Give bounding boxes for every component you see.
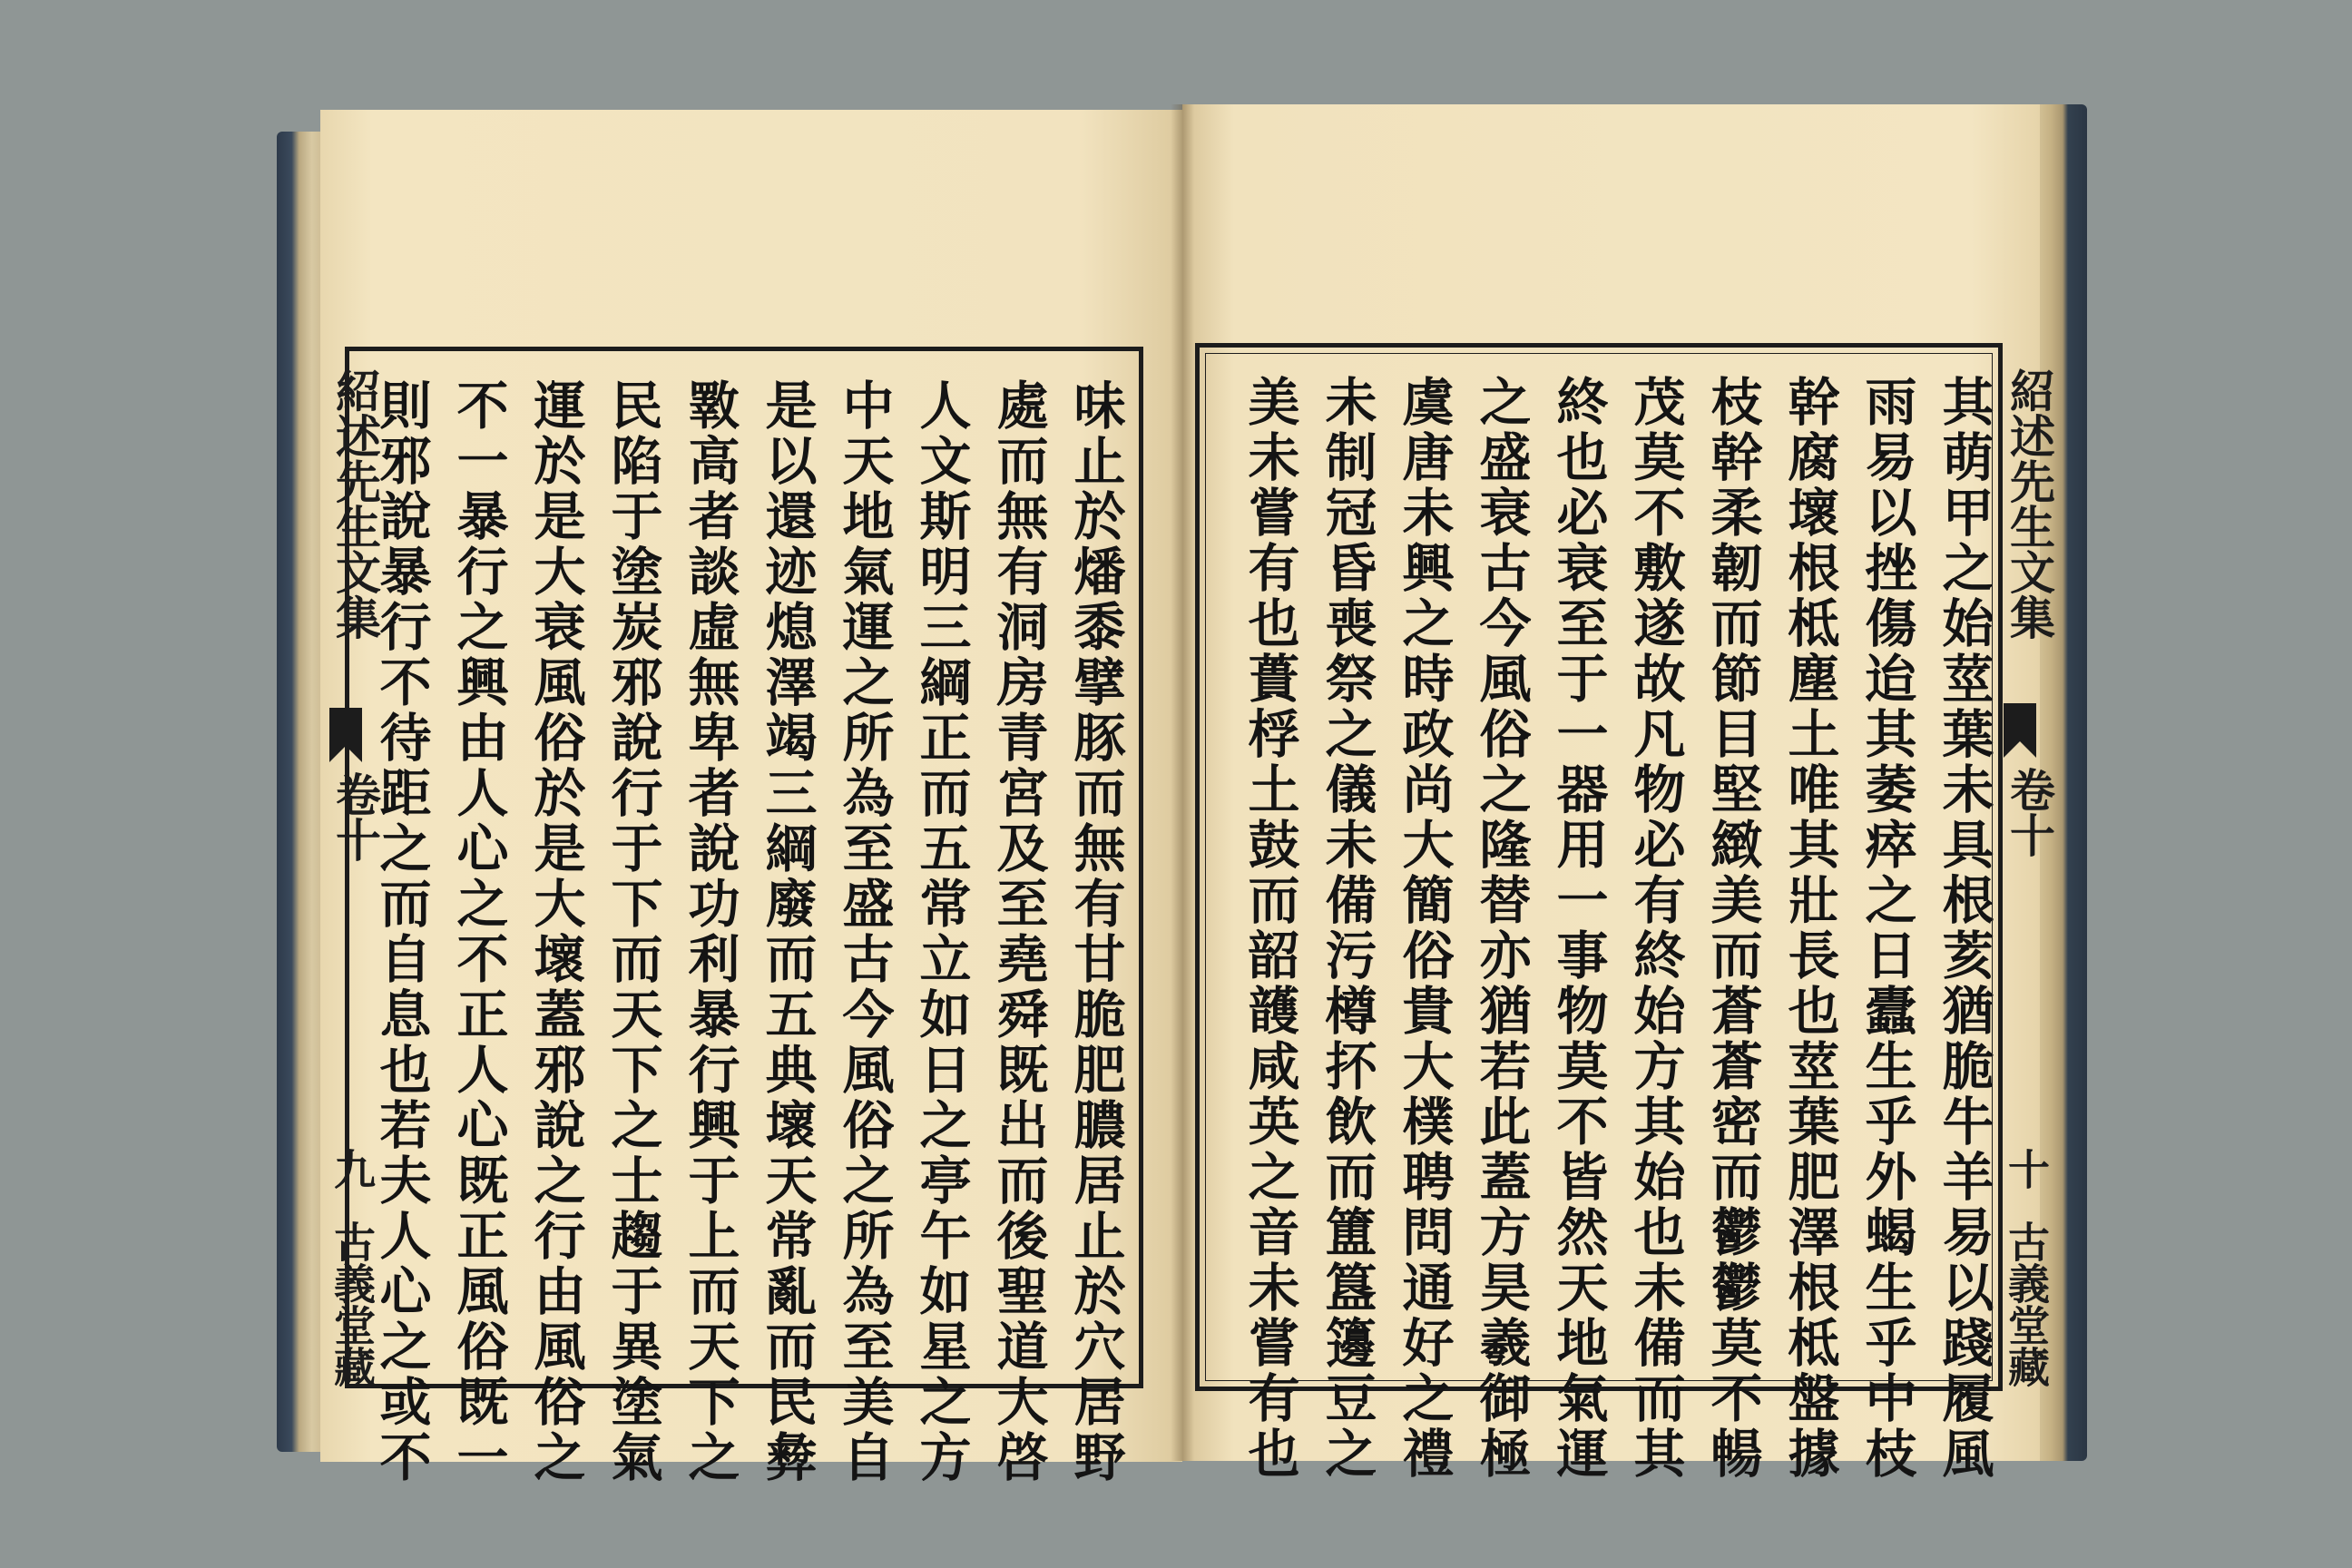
text-column: 則邪說暴行不待距之而自息也若夫人心之或不 <box>371 378 432 1485</box>
text-column: 美未嘗有也蕢桴土鼓而韶頀咸英之音未嘗有也 <box>1240 375 1300 1482</box>
left-folio-number: 九 <box>328 1148 377 1190</box>
right-page-text-frame <box>1195 343 2003 1482</box>
left-page-text-frame <box>345 347 1143 1485</box>
text-column: 虞唐未興之時政尚大簡俗貴大樸聘問通好之禮 <box>1394 375 1455 1482</box>
text-column: 之盛衰古今風俗之隆替亦猶若此蓋方昊羲御極 <box>1471 375 1532 1482</box>
text-column: 其萌甲之始莖葉未具根荄猶脆牛羊易以踐履風 <box>1934 375 1994 1482</box>
text-column: 不一暴行之興由人心之不正人心既正風俗既一 <box>448 378 509 1485</box>
right-margin-volume: 卷十 <box>2003 767 2056 858</box>
left-margin-volume: 卷十 <box>328 771 382 862</box>
right-folio-number: 十 <box>2002 1148 2051 1190</box>
text-column: 未制冠昏喪祭之儀未備污樽抔飲而簠簋籩豆之 <box>1317 375 1377 1482</box>
open-book <box>277 104 2087 1485</box>
text-column: 味止於燔黍擘豚而無有甘脆肥膿居止於穴居野 <box>1065 378 1126 1485</box>
book-spine-edge-left <box>277 132 327 1452</box>
right-publisher-mark: 古義堂藏 <box>2002 1220 2051 1387</box>
book-gutter <box>1171 104 1194 1461</box>
right-margin-title: 紹述先生文集 <box>2003 368 2056 640</box>
text-column: 斁高者談虛無卑者說功利暴行興于上而天下之 <box>680 378 740 1485</box>
text-column: 雨易以挫傷迨其萎瘁之日蠹生乎外蝎生乎中枝 <box>1857 375 1917 1482</box>
text-column: 運於是大衰風俗於是大壞蓋邪說之行由風俗之 <box>525 378 586 1485</box>
text-column: 幹腐壞根柢塵土唯其壯長也莖葉肥澤根柢盤據 <box>1779 375 1840 1482</box>
text-column: 是以還迹熄澤竭三綱廢而五典壞天常亂而民彜 <box>757 378 818 1485</box>
text-column: 民陷于塗炭邪說行于下而天下之士趨于異塗氣 <box>603 378 663 1485</box>
text-column: 人文斯明三綱正而五常立如日之亭午如星之方 <box>911 378 972 1485</box>
text-column: 枝幹柔韌而節目堅緻美而蒼蒼密而鬱鬱莫不暢 <box>1702 375 1763 1482</box>
text-column: 茂莫不敷遂故凡物必有終始方其始也未備而其 <box>1625 375 1686 1482</box>
left-publisher-mark: 古義堂藏 <box>328 1220 377 1387</box>
text-column: 終也必衰至于一器用一事物莫不皆然天地氣運 <box>1548 375 1609 1482</box>
left-margin-title: 紹述先生文集 <box>328 368 382 640</box>
text-column: 中天地氣運之所為至盛古今風俗之所為至美自 <box>834 378 895 1485</box>
text-column: 處而無有洞房青宮及至堯舜既出而後聖道大啓 <box>988 378 1049 1485</box>
